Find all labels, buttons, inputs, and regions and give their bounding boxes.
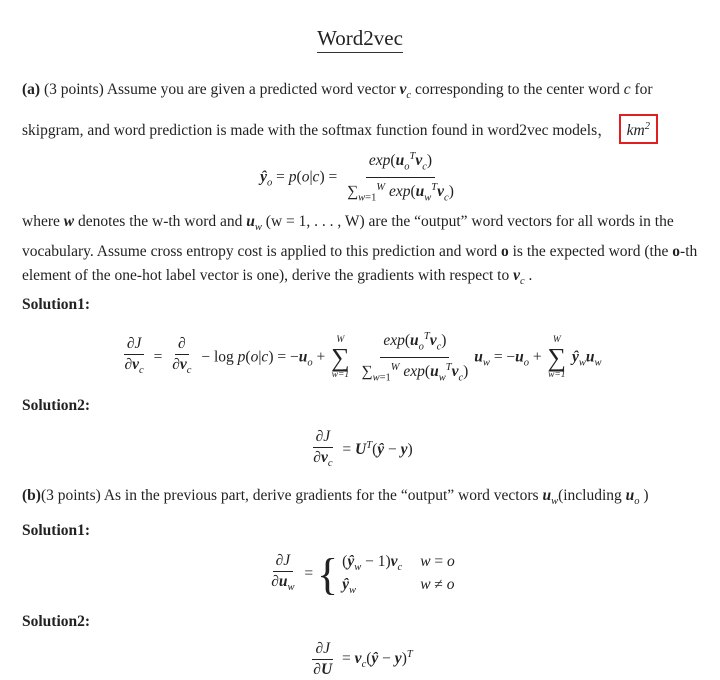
part-a-label: (a) (22, 81, 41, 98)
solution-a2-heading: Solution2: (22, 397, 91, 414)
part-b-paragraph: (b)(3 points) As in the previous part, derive gradients for the “output” word vectors $u_w(including$ $u_o$ ) (22, 487, 649, 508)
solution-b2-heading: Solution2: (22, 613, 91, 630)
solution-a1-heading: Solution1: (22, 296, 91, 313)
part-a-paragraph: (a) (3 points) Assume you are given a predicted word vector $v_c$ corresponding to the center word c for (22, 81, 653, 102)
solution-b1-heading: Solution1: (22, 522, 91, 539)
gradient-equation-b2: $\frac{\partial J}{\partial U}$ = $v_c(ŷ - y)^T$ (313, 640, 413, 678)
part-a-paragraph-line2: skipgram, and word prediction is made with the softmax function found in word2vec models， $km^2$ (22, 114, 702, 144)
softmax-equation: $ŷ_o = p(o|c)$ = $\frac{\exp(u_o^Tv_c)}{\sum_{w=1}^W \exp(u_w^Tv_c)}$ (0, 148, 720, 208)
part-a-paragraph-2: where w denotes the w-th word and $u_w$ (w = 1, . . . , W) are the “output” word vectors for all words in the vocabulary. Assume cross entropy cost is applied to this prediction and word o is the expected word (the o-th element of the one-hot label vector is one), derive the gradients with respect to $v_c$ . (22, 213, 698, 288)
gradient-equation-a1: $\frac{\partial J}{\partial v_c}$ = $\frac{\partial}{\partial v_c}$ − $\log p(o|c) = -u_o$ + W ∑ w=1 $\frac{\exp(u_o^Tv_c)}{\sum_{w=1}^W \exp(u_w^Tv_c)}$ $u_w = -u_o$ + W ∑ w=1 $ŷ_wu_w$ (0, 328, 720, 388)
km-badge[interactable]: $km^2$ (619, 114, 658, 144)
page-title: Word2vec (0, 26, 720, 51)
gradient-equation-a2: $\frac{\partial J}{\partial v_c}$ = $U^T(ŷ - y)$ (313, 428, 413, 470)
gradient-equation-b1: $\frac{\partial J}{\partial u_w}$ = { $(ŷ_w - 1)v_c$ w = o $ŷ_w$ w ≠ o (271, 549, 455, 599)
